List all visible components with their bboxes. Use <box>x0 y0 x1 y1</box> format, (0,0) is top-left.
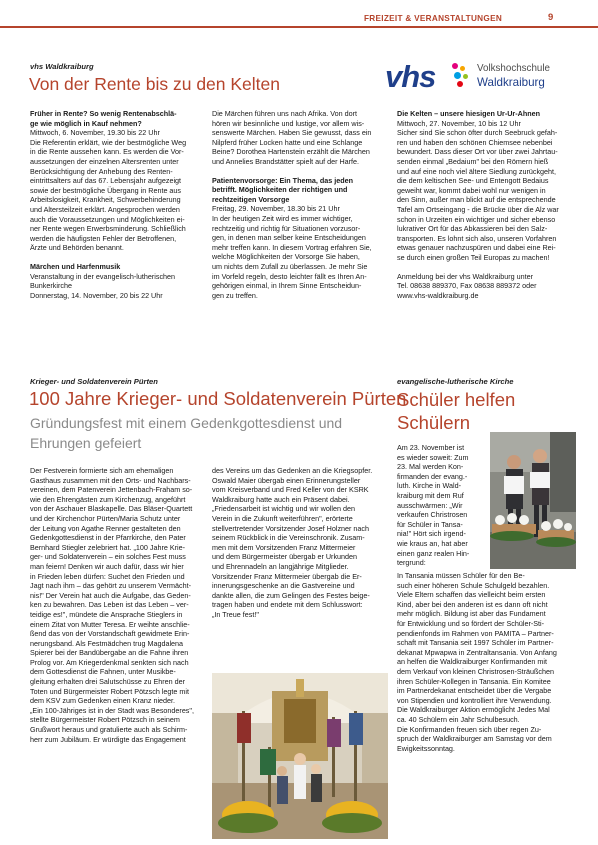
vhs-column-3 <box>397 109 575 349</box>
text-line: Grußwort heraus und gratulierte auch als Schirm- <box>30 725 188 735</box>
text-line: vom Kreisverband und Fred Keller von der KSRK <box>212 485 369 495</box>
confirmands-image <box>490 432 576 569</box>
confirmands-photo <box>490 432 576 569</box>
text-line: Ewigkeitssonntag. <box>397 743 455 753</box>
text-line: Kind, aber bei den anderen ist es dann oft nicht <box>397 599 548 609</box>
text-line: Mittwoch, 6. November, 19.30 bis 22 Uhr <box>30 128 160 138</box>
text-line: herr zum Jubiläum. Er würdigte das Engagement <box>30 734 186 744</box>
text-line: firmanden der evang.- <box>397 471 468 481</box>
krieger-column-2 <box>212 466 387 626</box>
text-line: schon in Urzeiten ein wichtiger und sicher ebenso <box>397 214 556 224</box>
text-line: gen zu treffen. <box>212 290 258 300</box>
text-line: „Ein 100-Jähriges ist in der Stadt was Besonderes", <box>30 705 194 715</box>
text-line: schaft mit Tansania seit 1997 Schüler im Partner- <box>397 638 554 648</box>
text-line: tergrund: <box>397 558 426 568</box>
text-line: stellte Bürgermeister Robert Pötzsch in seinem <box>30 715 180 725</box>
text-line: Beine? Dorothea Hartenstein erzählt die Märchen <box>212 147 370 157</box>
text-line: und dem Bürgermeister übergab er Urkunden <box>212 552 358 562</box>
text-line: Ärzte und Behörden benannt. <box>30 243 124 253</box>
vhs-logo-mark: vhs <box>385 59 436 94</box>
text-line: Toten und Bürgermeister Robert Pötzsch legte mit <box>30 686 189 696</box>
text-line: Bunkerkirche <box>30 281 72 291</box>
text-line: Tel. 08638 889370, Fax 08638 889372 oder <box>397 281 537 291</box>
text-line: in Frieden leben dürfen: Suchet den Frieden und <box>30 571 185 581</box>
text-line: seinem Rückblick in die Vereinschronik. Zusam- <box>212 533 365 543</box>
text-line: und der Kirchenchor Pürten/Maria Schutz unter <box>30 513 181 523</box>
text-line: Mittwoch, 27. November, 10 bis 12 Uhr <box>397 118 521 128</box>
text-line: senswerte Märchen. Haben Sie gewusst, dass ein <box>212 128 372 138</box>
text-line: sowie der bestmögliche Übergang in Rente aus <box>30 185 182 195</box>
text-line: Freitag, 29. November, 18.30 bis 21 Uhr <box>212 204 340 214</box>
text-line: für Entwicklung und so fördert der Schüler-Sti- <box>397 618 545 628</box>
text-line: von Stipendien und kontrolliert ihre Verwendung. <box>397 695 552 705</box>
text-line: senden einmal „Bedaium" bei den Römern hieß <box>397 156 549 166</box>
text-line: 23. Mal werden Kon- <box>397 462 464 472</box>
text-line: transporten. Es lohnt sich also, unseren Vorfahren <box>397 233 557 243</box>
text-line: spruch der Waldkraiburger am Samstag vor dem <box>397 734 552 744</box>
text-line: In der heutigen Zeit wird es immer wichtiger, <box>212 213 353 223</box>
text-line: mehr möglich. Bildung ist aber das Fundament <box>397 609 546 619</box>
text-line: für Schüler in Tansa- <box>397 519 463 529</box>
text-line: ren und haben den schönen Chiemsee nebenbei <box>397 137 553 147</box>
text-line: den Sinn, außer man blickt auf die entsprechende <box>397 195 556 205</box>
text-line: pendienfonds im Rahmen von PAMITA – Partner- <box>397 628 554 638</box>
text-line: Die Konfirmanden freuen sich über regen Zu- <box>397 724 542 734</box>
text-line: von der Aschauer Blaskapelle. Das Bläser-Quartett <box>30 504 193 514</box>
text-line: Märchen und Harfenmusik <box>30 261 121 271</box>
text-line: und Annelies Brandstätter spielt auf der Harfe. <box>212 156 360 166</box>
vhs-column-2 <box>212 109 387 349</box>
text-line: einen ganz realen Hin- <box>397 548 470 558</box>
text-line: se durch einen großen Teil Europas zu machen! <box>397 252 550 262</box>
vhs-kicker: vhs Waldkraiburg <box>30 62 94 71</box>
text-line: einem Zitat von Mutter Teresa. Er weihte anschlie- <box>30 619 190 629</box>
header-rule <box>0 26 598 28</box>
vhs-logo-line1: Volkshochschule <box>477 63 550 74</box>
text-line: stellvertretender Vorsitzender Josef Holzner nach <box>212 523 370 533</box>
text-line: des Vereins um das Gedenken an die Kriegsopfer. <box>212 466 373 475</box>
text-line: tragen haben und endete mit dem Schlusswort: <box>212 600 363 610</box>
vhs-logo-line2: Waldkraiburg <box>477 76 545 89</box>
text-line: dankte allen, die zum Gelingen des Festes beige- <box>212 590 370 600</box>
text-line: www.vhs-waldkraiburg.de <box>397 290 479 300</box>
schueler-headline <box>397 388 515 434</box>
schueler-column-narrow <box>397 443 485 571</box>
schueler-kicker: evangelische-lutherische Kirche <box>397 377 514 386</box>
text-line: im Partnerdekanat entscheidet über die Vergabe <box>397 686 552 696</box>
text-line: verkaufen Christrosen <box>397 510 468 520</box>
text-line: Donnerstag, 14. November, 20 bis 22 Uhr <box>30 290 163 300</box>
text-line: ger- und Soldatenverein – ein solches Fest muss <box>30 552 186 562</box>
text-line: Patientenvorsorge: Ein Thema, das jeden <box>212 175 353 185</box>
text-line: und auf eine noch viel ältere Siedlung zurückgeht, <box>397 166 557 176</box>
text-line: bewundert. Dass dieser Ort vor über zwei Jahrtau- <box>397 147 558 157</box>
text-line: Spierer bei der Bandübergabe an die Fahne ihren <box>30 648 189 658</box>
text-line: man feiern! Denken wir auch dafür, dass wir hier <box>30 561 184 571</box>
text-line: Gedenkgottesdienst in der Pfarrkirche, den Pater <box>30 533 186 543</box>
text-line: ner Rente wegen Erwerbsminderung. Schließlich <box>30 224 186 234</box>
text-line: Veranstaltung in der evangelisch-lutherischen <box>30 271 176 281</box>
text-line: Verein in die Zukunft weiterführen", erörterte <box>212 513 353 523</box>
text-line: rechtzeitig und richtig für Situationen vorzusor- <box>212 223 361 233</box>
text-line: im Vorfeld regeln, desto leichter fällt es Ihren An- <box>212 271 367 281</box>
text-line: kraiburg mit dem Ruf <box>397 490 464 500</box>
text-line: hören wir besinnliche und lustige, vor allem wis- <box>212 118 365 128</box>
text-line: aussetzungen der einzelnen Altersrenten unter <box>30 156 179 166</box>
text-line: Vorsitzender Franz Mittermeier übergab die Er- <box>212 571 362 581</box>
krieger-column-1 <box>30 466 200 836</box>
text-line: um nichts dem Zufall zu überlassen. Je mehr Sie <box>212 261 368 271</box>
text-line: Anmeldung bei der vhs Waldkraiburg unter <box>397 271 533 281</box>
text-line: dem KSV zum Gedenken einen Kranz nieder. <box>30 696 176 706</box>
subtitle-line: Gründungsfest mit einem Gedenkgottesdienst und <box>30 415 343 431</box>
text-line: Arbeitslosigkeit, Krankheit, Schwerbehinderung <box>30 195 181 205</box>
text-line: gehörigen einmal, in Ihrem Sinne Entscheidun- <box>212 281 362 291</box>
church-photo <box>212 673 388 839</box>
text-line: Oswald Maier übergab einen Erinnerungsteller <box>212 475 361 485</box>
text-line: werden die häufigsten Fehler der Betroffenen, <box>30 233 177 243</box>
text-line: Prolog vor. Am Kriegerdenkmal senkten sich nach <box>30 657 189 667</box>
text-line: Gasthaus zusammen mit den Orts- und Nachbars- <box>30 475 191 485</box>
text-line: betrifft. Möglichkeiten der richtigen und <box>212 185 348 195</box>
text-line: Bernhard Stiegler zelebriert hat. „100 Jahre Krie- <box>30 542 186 552</box>
text-line: dem Gottesdienst die Fahnen, unter Musikbe- <box>30 667 176 677</box>
text-line: men mit dem Vorsitzenden Franz Mittermeier <box>212 542 356 552</box>
vhs-logo-dots-icon <box>451 63 471 91</box>
text-line: und Ehrennadeln an langjährige Mitglieder. <box>212 561 349 571</box>
text-line: Waldkraiburg hatte auch ein Präsent dabei. <box>212 494 350 504</box>
text-line: luth. Kirche in Wald- <box>397 481 462 491</box>
text-line: ausschwärmen: „Wir <box>397 500 463 510</box>
text-line: „Friedensarbeit ist wichtig und wir wollen den <box>212 504 356 514</box>
page-number: 9 <box>548 12 554 23</box>
headline-line: Schülern <box>397 412 471 433</box>
text-line: „In Treue fest!" <box>212 609 259 619</box>
text-line: ihren Schüler-Kollegen in Tansania. Ein Komitee <box>397 676 551 686</box>
text-line: innerungsgeschenke an die Gastvereine und <box>212 581 355 591</box>
vhs-headline: Von der Rente bis zu den Kelten <box>29 74 281 94</box>
text-line: such einer höheren Schule Schulgeld bezahlen. <box>397 580 550 590</box>
text-line: Berücksichtigung der Anhebung des Renten- <box>30 166 173 176</box>
text-line: an helfen die Waldkraiburger Konfirmanden mit <box>397 657 547 667</box>
krieger-kicker: Krieger- und Soldatenverein Pürten <box>30 377 158 386</box>
text-line: dem Verkauf von kleinen Christrosen-Sträußchen <box>397 666 555 676</box>
subtitle-line: Ehrungen gefeiert <box>30 435 142 451</box>
vhs-column-1 <box>30 109 200 321</box>
text-line: Die Märchen führen uns nach Afrika. Von dort <box>212 109 358 118</box>
text-line: rechtzeitigen Vorsorge <box>212 194 290 204</box>
text-line: ca. 40 Schülern ein Jahr Schulbesuch. <box>397 714 520 724</box>
text-line: Die Kelten – unsere hiesigen Ur-Ur-Ahnen <box>397 109 540 118</box>
text-line: Tafel am Ortseingang - die Brücke über die Alz war <box>397 204 559 214</box>
text-line: auch die Voraussetzungen und Möglichkeiten ei- <box>30 214 185 224</box>
text-line: vereinen, dem Patenverein Jettenbach-Fraham so- <box>30 485 193 495</box>
text-line: gleitung erhalten drei Salutschüsse zu Ehren der <box>30 677 186 687</box>
text-line: Jagt nach ihm – das gehört zu unserem Vermächt- <box>30 581 192 591</box>
text-line: nia!" Hört sich irgend- <box>397 529 466 539</box>
headline-line: Schüler helfen <box>397 389 516 410</box>
text-line: lukrativer Ort für das Abkassieren bei den Salz- <box>397 224 548 234</box>
text-line: Der Festverein formierte sich am ehemaligen <box>30 466 174 475</box>
text-line: ge wie möglich in Kauf nehmen? <box>30 118 142 128</box>
text-line: etwas genauer nachzuspüren und dabei eine Rei- <box>397 243 556 253</box>
text-line: Nilpferd früher Locken hatte und eine Schlange <box>212 137 363 147</box>
text-line: teidige es!", mündete die Ansprache Stieglers in <box>30 609 183 619</box>
text-line: wie den Ehrengästen zum Kirchenzug, angeführt <box>30 494 186 504</box>
krieger-subtitle <box>30 413 380 453</box>
text-line: Die Referentin erklärt, wie der bestmögliche Weg <box>30 137 187 147</box>
text-line: ßend das von der Vorstandschaft gewidmete Erin- <box>30 629 190 639</box>
vhs-logo <box>385 57 570 99</box>
text-line: in die Rente aussehen kann. Es werden die Vor- <box>30 147 184 157</box>
text-line: Viele Eltern schaffen das vielleicht beim ersten <box>397 590 546 600</box>
text-line: welche Möglichkeiten der Vorsorge Sie haben, <box>212 252 360 262</box>
text-line: die dem keltischen See- und Entengott Bedaius <box>397 176 549 186</box>
text-line: ken zu bewahren. Das Leben ist das Leben – ver- <box>30 600 189 610</box>
text-line: Früher in Rente? So wenig Rentenabschlä- <box>30 109 177 118</box>
text-line: eintrittsalters auf das 67. Lebensjahr aufgezeigt <box>30 176 182 186</box>
krieger-headline: 100 Jahre Krieger- und Soldatenverein Pürten <box>29 388 407 409</box>
text-line: der Leitung von Agathe Renner gestalteten den <box>30 523 181 533</box>
text-line: nis!" Der Verein hat auch die Aufgabe, das Geden- <box>30 590 191 600</box>
text-line: nerungsband. Als Festmädchen trug Magdalena <box>30 638 184 648</box>
text-line: geweiht war, kommt dabei wohl nur wenigen in <box>397 185 546 195</box>
text-line: Sicher sind Sie schon öfter durch Seebruck gefah- <box>397 128 558 138</box>
text-line: gen, in denen man selber keine Entscheidungen <box>212 233 366 243</box>
schueler-column-wide <box>397 571 575 761</box>
text-line: In Tansania müssen Schüler für den Be- <box>397 571 525 580</box>
text-line: Am 23. November ist <box>397 443 465 452</box>
text-line: mehr treffen kann. In diesem Vortrag erfahren Sie, <box>212 242 372 252</box>
text-line: dekanat Mpwapwa in Zentraltansania. Von Anfang <box>397 647 557 657</box>
text-line: wie kraus an, hat aber <box>397 538 468 548</box>
text-line: Die Waldkraiburger Aktion ermöglicht Jedes Mal <box>397 705 550 715</box>
section-category: FREIZEIT & VERANSTALTUNGEN <box>364 14 503 23</box>
text-line: es wieder soweit: Zum <box>397 452 469 462</box>
text-line: und Altersteilzeit erklärt. Angesprochen werden <box>30 204 180 214</box>
church-ceremony-image <box>212 673 388 839</box>
